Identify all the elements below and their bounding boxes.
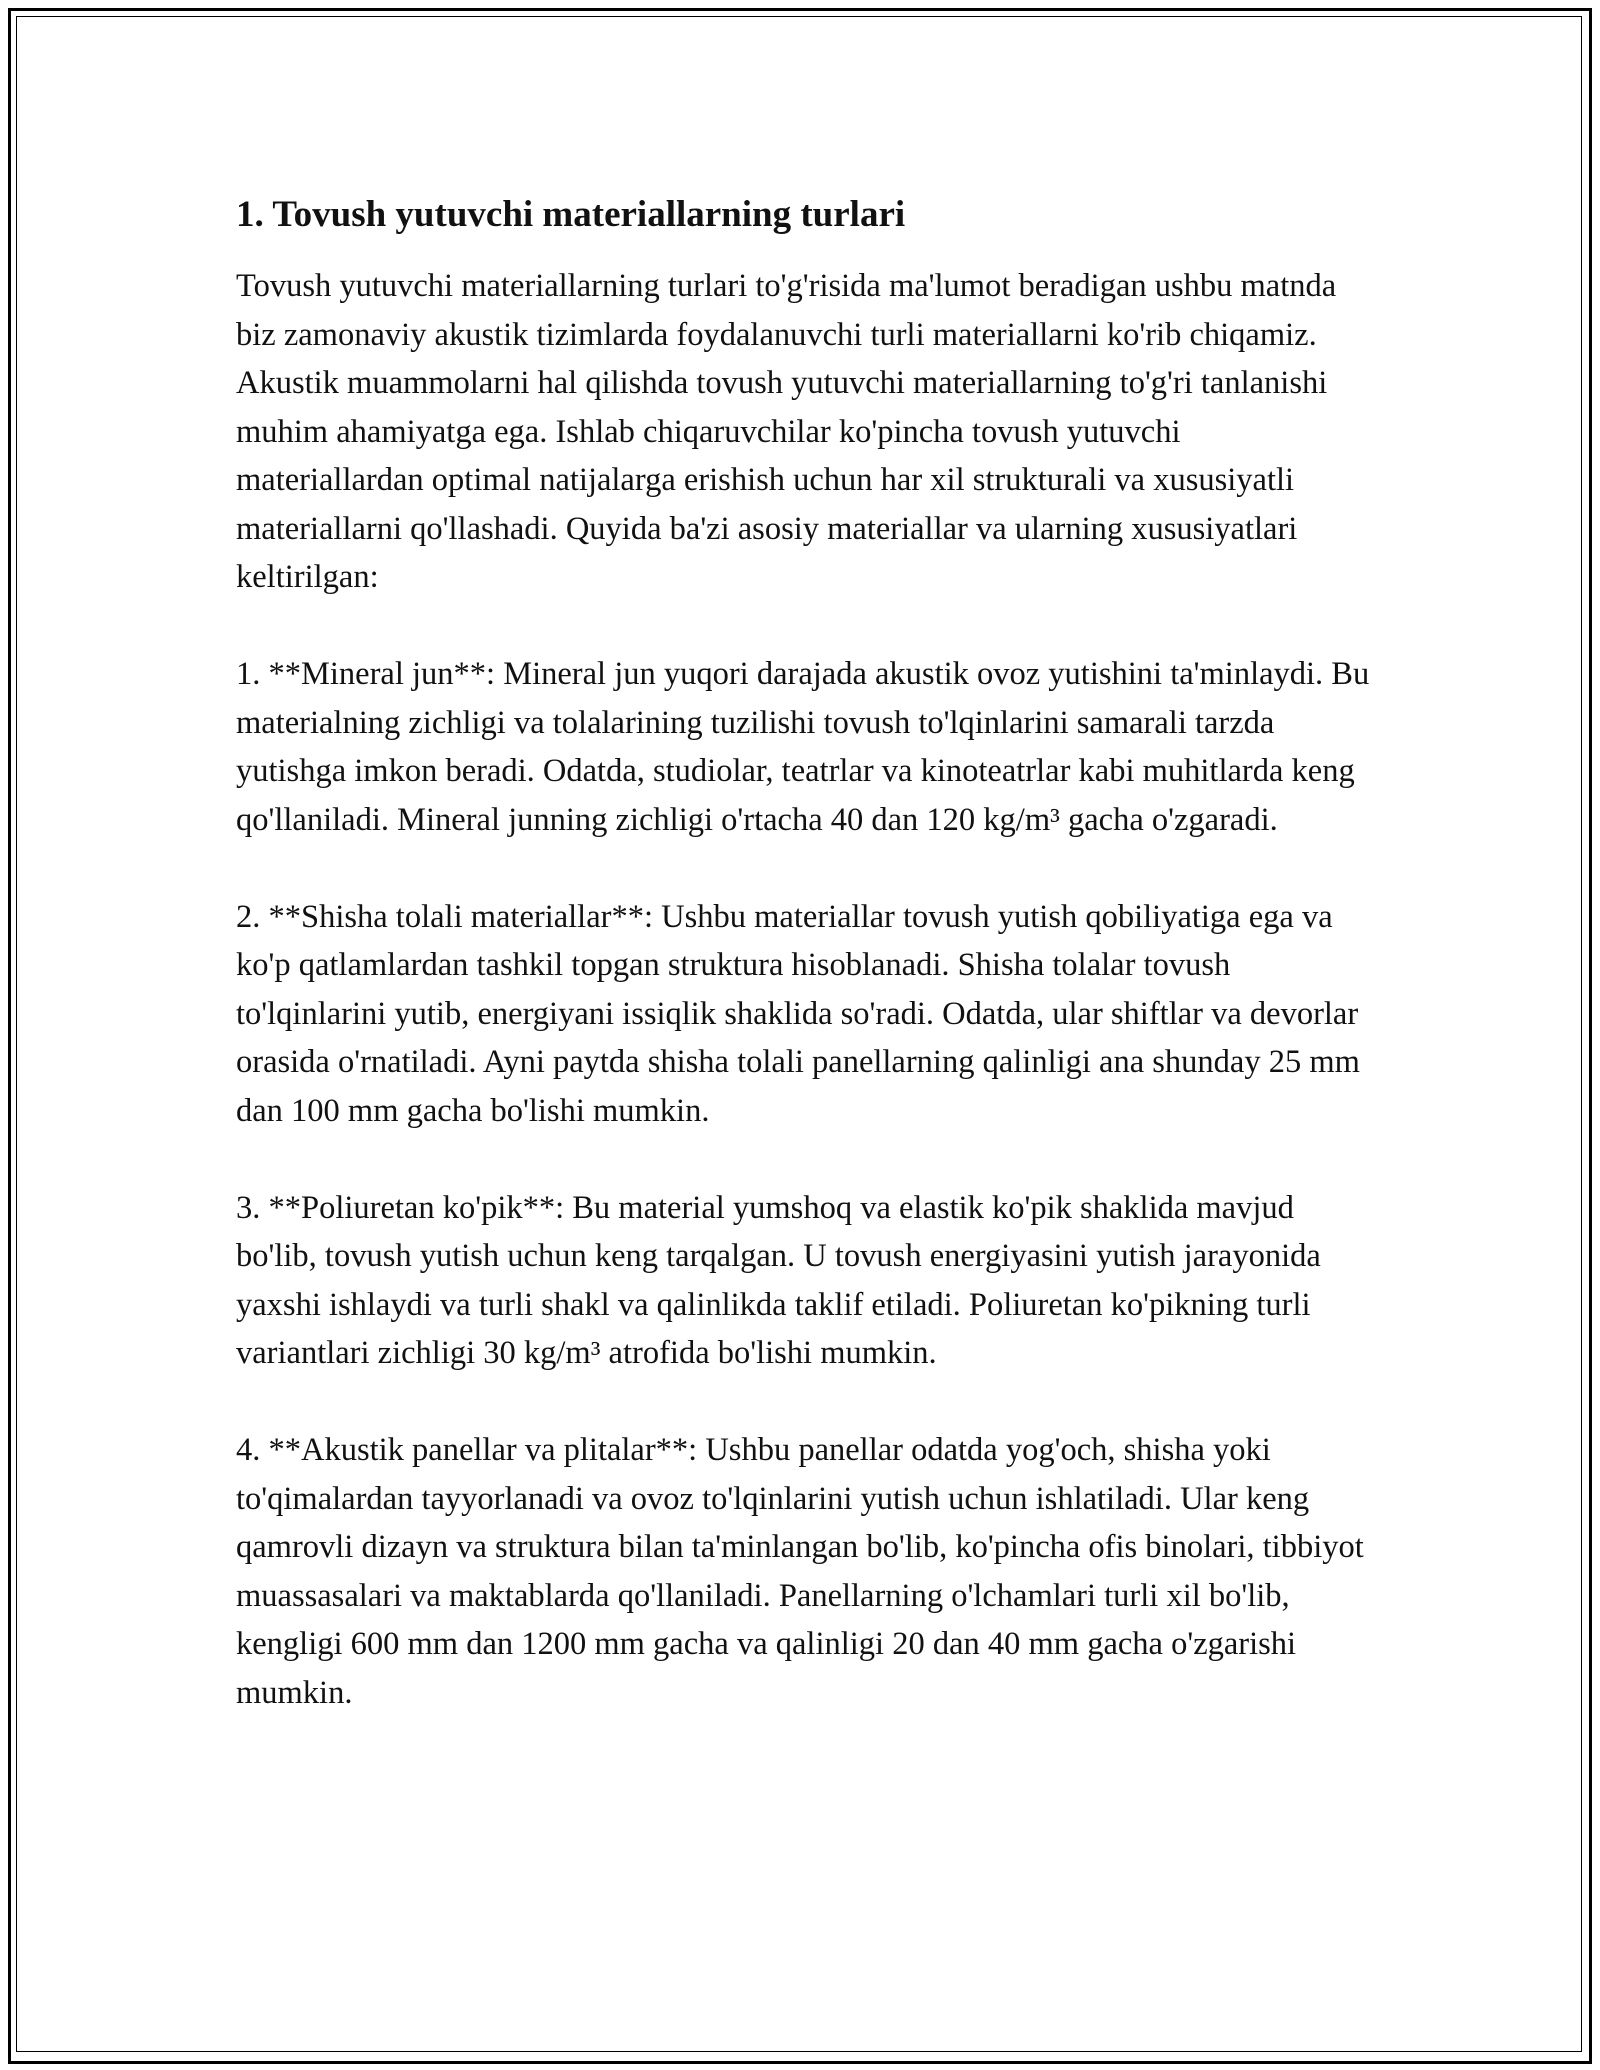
section-heading: 1. Tovush yutuvchi materiallarning turlari <box>236 194 906 235</box>
item-paragraph-polyurethane-foam: 3. **Poliuretan ko'pik**: Bu material yumshoq va elastik ko'pik shaklida mavjud bo'lib, tovush yutish uchun keng tarqalgan. U tovush energiyasini yutish jarayonida yaxshi ishlaydi va turli shakl va qalinlikda taklif etiladi. Poliuretan ko'pikning turli variantlari zichligi 30 kg/m³ atrofida bo'lishi mumkin. <box>236 1189 1321 1371</box>
item-paragraph-mineral-wool: 1. **Mineral jun**: Mineral jun yuqori darajada akustik ovoz yutishini ta'minlaydi. Bu materialning zichligi va tolalarining tuzilishi tovush to'lqinlarini samarali tarzda yutishga imkon beradi. Odatda, studiolar, teatrlar va kinoteatrlar kabi muhitlarda keng qo'llaniladi. Mineral junning zichligi o'rtacha 40 dan 120 kg/m³ gacha o'zgaradi. <box>236 656 1370 838</box>
document-body <box>236 180 1376 1766</box>
item-paragraph-glass-fiber: 2. **Shisha tolali materiallar**: Ushbu materiallar tovush yutish qobiliyatiga ega va ko'p qatlamlardan tashkil topgan struktura hisoblanadi. Shisha tolalar tovush to'lqinlarini yutib, energiyani issiqlik shaklida so'radi. Odatda, ular shiftlar va devorlar orasida o'rnatiladi. Ayni paytda shisha tolali panellarning qalinligi ana shunday 25 mm dan 100 mm gacha bo'lishi mumkin. <box>236 898 1360 1129</box>
item-paragraph-acoustic-panels: 4. **Akustik panellar va plitalar**: Ushbu panellar odatda yog'och, shisha yoki to'qimalardan tayyorlanadi va ovoz to'lqinlarini yutish uchun ishlatiladi. Ular keng qamrovli dizayn va struktura bilan ta'minlangan bo'lib, ko'pincha ofis binolari, tibbiyot muassasalari va maktablarda qo'llaniladi. Panellarning o'lchamlari turli xil bo'lib, kengligi 600 mm dan 1200 mm gacha va qalinligi 20 dan 40 mm gacha o'zgarishi mumkin. <box>236 1432 1364 1711</box>
intro-paragraph: Tovush yutuvchi materiallarning turlari to'g'risida ma'lumot beradigan ushbu matnda biz zamonaviy akustik tizimlarda foydalanuvchi turli materiallarni ko'rib chiqamiz. Akustik muammolarni hal qilishda tovush yutuvchi materiallarning to'g'ri tanlanishi muhim ahamiyatga ega. Ishlab chiqaruvchilar ko'pincha tovush yutuvchi materiallardan optimal natijalarga erishish uchun har xil strukturali va xususiyatli materiallarni qo'llashadi. Quyida ba'zi asosiy materiallar va ularning xususiyatlari keltirilgan: <box>236 268 1337 595</box>
